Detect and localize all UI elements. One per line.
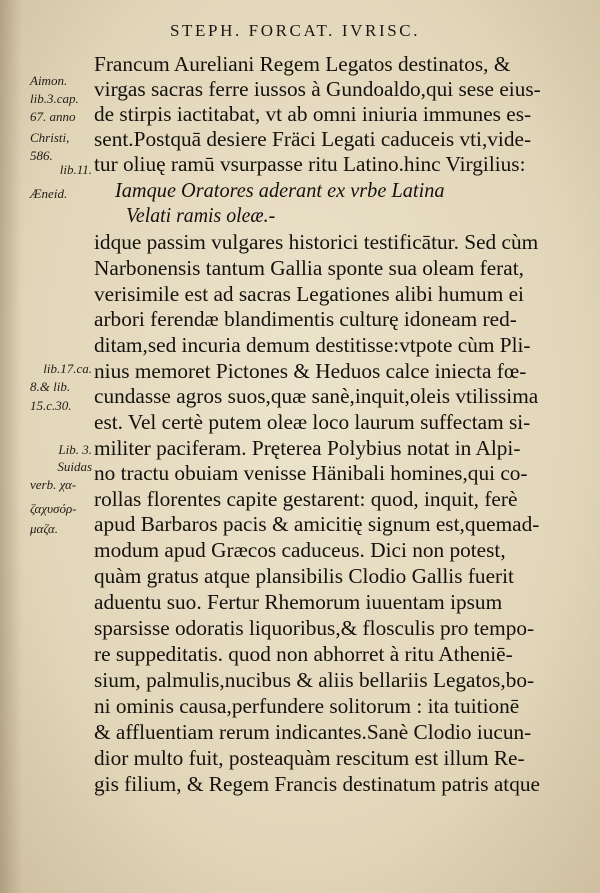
margin-note: 586. (30, 148, 53, 163)
margin-note: lib.11. (59, 162, 92, 177)
margin-note: μαζα. (30, 521, 58, 536)
text-line: de stirpis iactitabat, vt ab omni iniuria immunes es- (94, 102, 532, 126)
text-line: verisimile est ad sacras Legationes alibi humum ei (94, 282, 524, 306)
margin-note: lib.17.ca. (43, 361, 92, 376)
text-line: militer paciferam. Pręterea Polybius notat in Alpi- (94, 436, 521, 460)
gutter-shadow (0, 0, 22, 893)
margin-note: verb. χα- (30, 477, 77, 492)
margin-note: Christi, (30, 130, 70, 145)
text-line: arbori ferendæ blandimentis culturę idoneam red- (94, 307, 517, 331)
text-line: Narbonensis tantum Gallia sponte sua oleam ferat, (94, 256, 524, 280)
text-line: virgas sacras ferre iussos à Gundoaldo,qui sese eius- (94, 77, 541, 101)
text-line: rollas florentes capite gestarent: quod, inquit, ferè (94, 487, 518, 511)
text-line: sparsisse odoratis liquoribus,& flosculis pro tempo- (94, 616, 535, 640)
text-line: idque passim vulgares historici testificātur. Sed cùm (94, 230, 539, 254)
text-line: sium, palmulis,nucibus & aliis bellariis Legatos,bo- (94, 668, 535, 692)
margin-note: 8.& lib. (30, 379, 71, 394)
text-line: nius memoret Pictones & Heduos calce iniecta fœ- (94, 359, 527, 383)
text-line: ditam,sed incuria demum destitisse:vtpote cùm Pli- (94, 333, 531, 357)
text-line: no tractu obuiam venisse Hänibali homines,qui co- (94, 461, 528, 485)
text-line: dior multo fuit, posteaquàm rescitum est illum Re- (94, 746, 525, 770)
text-line: quàm gratus atque plansibilis Clodio Gallis fuerit (94, 564, 514, 588)
verse-line: Iamque Oratores aderant ex vrbe Latina (115, 178, 445, 202)
text-line: modum apud Græcos caduceus. Dici non potest, (94, 538, 506, 562)
margin-note: Lib. 3. (58, 442, 92, 457)
verse-line: Velati ramis oleæ.- (126, 203, 276, 227)
margin-note: 15.c.30. (30, 398, 72, 413)
text-line: sent.Postquā desiere Fräci Legati caduceis vti,vide- (94, 127, 532, 151)
text-line: re suppeditatis. quod non abhorret à ritu Atheniē- (94, 642, 513, 666)
text-line: cundasse agros suos,quæ sanè,inquit,oleis vtilissima (94, 384, 539, 408)
text-line: aduentu suo. Fertur Rhemorum iuuentam ipsum (94, 590, 503, 614)
margin-note: lib.3.cap. (30, 91, 79, 106)
text-line: est. Vel certè putem oleæ loco laurum suffectam si- (94, 410, 531, 434)
text-line: ni ominis causa,perfundere solitorum : ita tuitionē (94, 694, 520, 718)
margin-note: Suidas (57, 459, 92, 474)
text-line: tur oliuę ramū vsurpasse ritu Latino.hinc Virgilius: (94, 152, 526, 176)
margin-note: ζαχυσόρ- (30, 501, 77, 516)
margin-note: Æneid. (30, 186, 68, 201)
margin-note: Aimon. (30, 73, 68, 88)
text-line: gis filium, & Regem Francis destinatum patris atque (94, 772, 540, 796)
running-head: STEPH. FORCAT. IVRISC. (170, 21, 421, 40)
text-line: apud Barbaros pacis & amicitię signum est,quemad- (94, 512, 540, 536)
text-line: Francum Aureliani Regem Legatos destinatos, & (94, 52, 511, 76)
text-line: & affluentiam rerum indicantes.Sanè Clodio iucun- (94, 720, 532, 744)
margin-note: 67. anno (30, 109, 76, 124)
